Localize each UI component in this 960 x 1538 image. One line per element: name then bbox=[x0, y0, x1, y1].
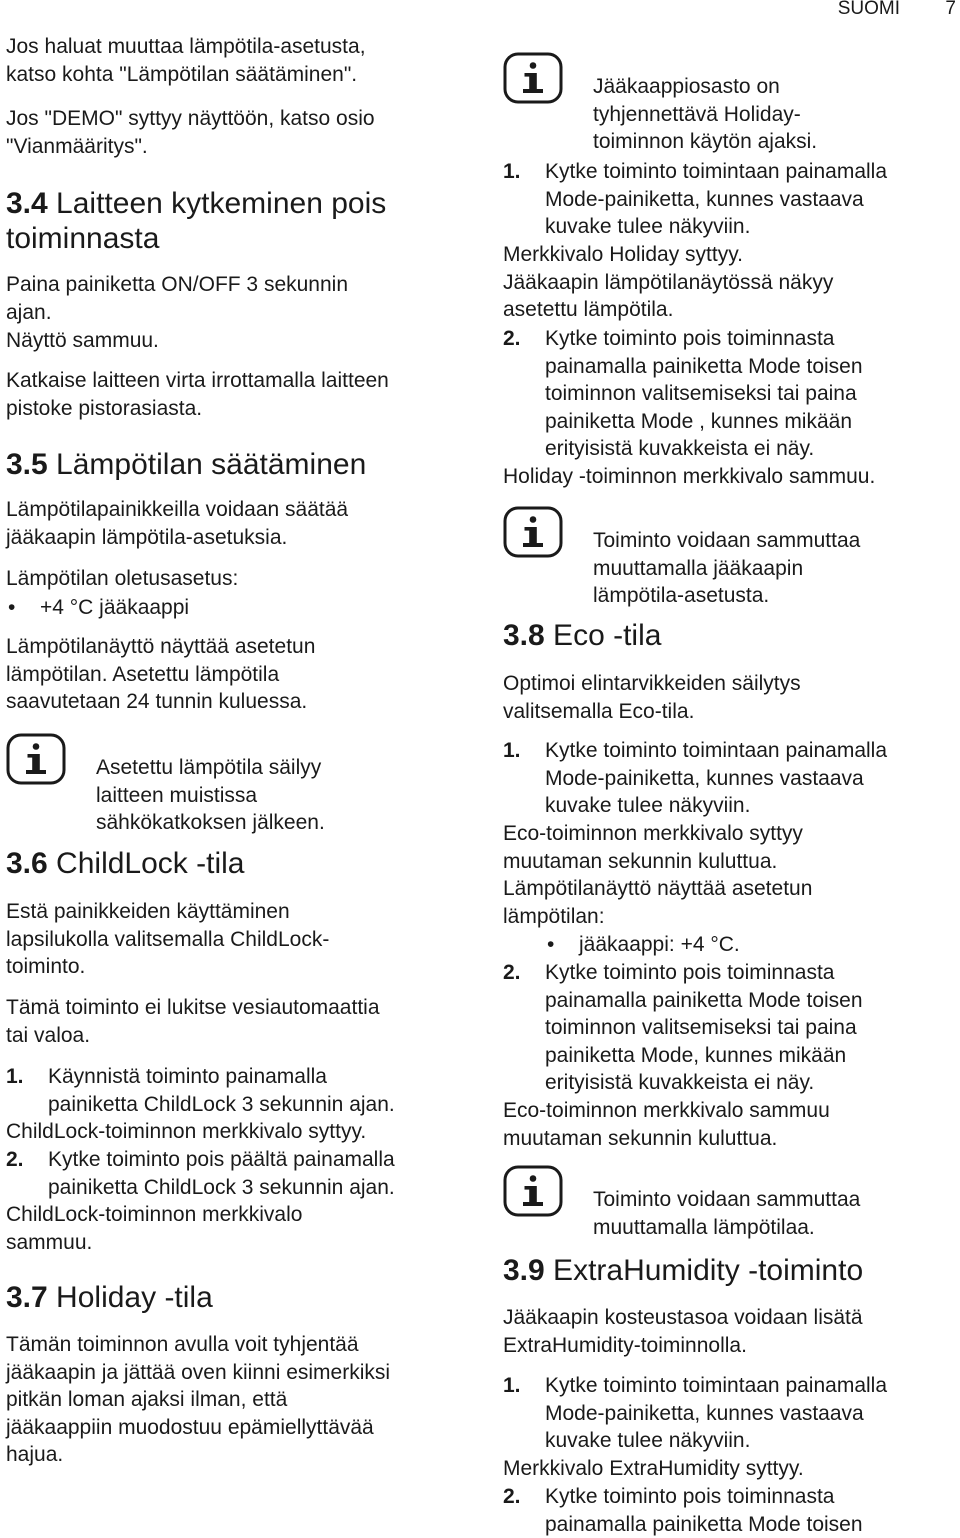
step-result: Eco-toiminnon merkkivalo syttyy muutaman sekunnin kuluttua. Lämpötilanäyttö näyttää asetetun lämpötilan: bbox=[503, 822, 813, 928]
step-text: Kytke toiminto pois toiminnasta painamalla painiketta Mode toisen toiminnon valitsemiseksi tai paina painiketta Mode, kunnes mikään erityisistä kuvakkeista ei näy. bbox=[545, 961, 863, 1095]
section-number: 3.8 bbox=[503, 619, 545, 652]
step-result: Eco-toiminnon merkkivalo sammuu muutaman sekunnin kuluttua. bbox=[503, 1099, 830, 1150]
section-3-6-heading bbox=[6, 846, 244, 881]
step-result: Holiday -toiminnon merkkivalo sammuu. bbox=[503, 465, 876, 488]
section-title: ChildLock -tila bbox=[47, 847, 245, 880]
step-result: ChildLock-toiminnon merkkivalo syttyy. bbox=[6, 1120, 367, 1143]
section-3-5-paragraph-2: Lämpötilan oletusasetus: bbox=[6, 567, 239, 590]
step-text: Kytke toiminto pois toiminnasta painamalla painiketta Mode toisen bbox=[545, 1485, 863, 1536]
language-label: SUOMI bbox=[837, 0, 900, 19]
info-icon bbox=[503, 506, 563, 558]
section-3-4-heading bbox=[6, 186, 386, 256]
section-title: Lämpötilan säätäminen bbox=[47, 448, 367, 481]
section-3-5-paragraph-3: Lämpötilanäyttö näyttää asetetun lämpötilan. Asetettu lämpötila saavutetaan 24 tunnin kuluessa. bbox=[6, 635, 316, 714]
intro-paragraph-1: Jos haluat muuttaa lämpötila-asetusta, katso kohta "Lämpötilan säätäminen". bbox=[6, 35, 366, 86]
info-icon bbox=[6, 733, 66, 785]
section-3-6-paragraph-1: Estä painikkeiden käyttäminen lapsilukolla valitsemalla ChildLock- toiminto. bbox=[6, 900, 330, 979]
step-text: Kytke toiminto toimintaan painamalla Mode-painiketta, kunnes vastaava kuvake tulee näkyviin. bbox=[545, 160, 888, 239]
info-text: Jääkaappiosasto on tyhjennettävä Holiday- toiminnon käytön ajaksi. bbox=[593, 75, 818, 154]
section-number: 3.5 bbox=[6, 448, 48, 481]
section-number: 3.7 bbox=[6, 1281, 48, 1314]
info-text: Toiminto voidaan sammuttaa muuttamalla jääkaapin lämpötila-asetusta. bbox=[593, 529, 861, 608]
section-number: 3.6 bbox=[6, 847, 48, 880]
step-text: Kytke toiminto toimintaan painamalla Mode-painiketta, kunnes vastaava kuvake tulee näkyviin. bbox=[545, 1374, 888, 1453]
step-number: 2. bbox=[503, 1485, 521, 1508]
step-result: ChildLock-toiminnon merkkivalo sammuu. bbox=[6, 1203, 303, 1254]
step-number: 1. bbox=[503, 160, 521, 183]
section-3-9-paragraph-1: Jääkaapin kosteustasoa voidaan lisätä ExtraHumidity-toiminnolla. bbox=[503, 1306, 863, 1357]
step-text: Kytke toiminto pois toiminnasta painamalla painiketta Mode toisen toiminnon valitsemiseksi tai paina painiketta Mode , kunnes mikään erityisistä kuvakkeista ei näy. bbox=[545, 327, 863, 461]
section-title: Eco -tila bbox=[544, 619, 662, 652]
bullet-dot: • bbox=[8, 596, 16, 619]
page-number: 7 bbox=[945, 0, 956, 19]
section-3-7-paragraph-1: Tämän toiminnon avulla voit tyhjentää jääkaapin ja jättää oven kiinni esimerkiksi pitkän loman ajaksi ilman, että jääkaappiin muodostuu epämiellyttävää hajua. bbox=[6, 1333, 391, 1467]
section-3-4-paragraph-2: Näyttö sammuu. bbox=[6, 329, 159, 352]
step-number: 2. bbox=[503, 961, 521, 984]
section-3-8-heading bbox=[503, 618, 661, 653]
section-title: ExtraHumidity -toiminto bbox=[544, 1254, 864, 1287]
step-text: Käynnistä toiminto painamalla painiketta ChildLock 3 sekunnin ajan. bbox=[48, 1065, 395, 1116]
section-title: Holiday -tila bbox=[47, 1281, 213, 1314]
section-3-5-paragraph-1: Lämpötilapainikkeilla voidaan säätää jääkaapin lämpötila-asetuksia. bbox=[6, 498, 349, 549]
step-text: Kytke toiminto toimintaan painamalla Mode-painiketta, kunnes vastaava kuvake tulee näkyviin. bbox=[545, 739, 888, 818]
section-title: Laitteen kytkeminen pois toiminnasta bbox=[6, 187, 387, 255]
step-result: Merkkivalo Holiday syttyy. Jääkaapin lämpötilanäytössä näkyy asetettu lämpötila. bbox=[503, 243, 834, 322]
section-number: 3.4 bbox=[6, 187, 48, 220]
section-number: 3.9 bbox=[503, 1254, 545, 1287]
bullet-text: +4 °C jääkaappi bbox=[40, 596, 190, 619]
step-number: 2. bbox=[6, 1148, 24, 1171]
info-icon bbox=[503, 52, 563, 104]
section-3-4-paragraph-3: Katkaise laitteen virta irrottamalla laitteen pistoke pistorasiasta. bbox=[6, 369, 389, 420]
section-3-7-heading bbox=[6, 1280, 213, 1315]
intro-paragraph-2: Jos "DEMO" syttyy näyttöön, katso osio "Vianmääritys". bbox=[6, 107, 375, 158]
bullet-dot: • bbox=[547, 933, 555, 956]
info-icon bbox=[503, 1165, 563, 1217]
step-number: 1. bbox=[503, 739, 521, 762]
step-text: Kytke toiminto pois päältä painamalla painiketta ChildLock 3 sekunnin ajan. bbox=[48, 1148, 395, 1199]
section-3-6-paragraph-2: Tämä toiminto ei lukitse vesiautomaattia tai valoa. bbox=[6, 996, 380, 1047]
section-3-4-paragraph-1: Paina painiketta ON/OFF 3 sekunnin ajan. bbox=[6, 273, 349, 324]
info-text: Asetettu lämpötila säilyy laitteen muistissa sähkökatkoksen jälkeen. bbox=[96, 756, 325, 835]
page-header bbox=[760, 0, 960, 24]
section-3-9-heading bbox=[503, 1253, 863, 1288]
step-number: 1. bbox=[503, 1374, 521, 1397]
step-number: 2. bbox=[503, 327, 521, 350]
section-3-5-heading bbox=[6, 447, 366, 482]
step-result: Merkkivalo ExtraHumidity syttyy. bbox=[503, 1457, 804, 1480]
section-3-8-paragraph-1: Optimoi elintarvikkeiden säilytys valitsemalla Eco-tila. bbox=[503, 672, 801, 723]
step-number: 1. bbox=[6, 1065, 24, 1088]
info-text: Toiminto voidaan sammuttaa muuttamalla lämpötilaa. bbox=[593, 1188, 861, 1239]
bullet-text: jääkaappi: +4 °C. bbox=[579, 933, 740, 956]
